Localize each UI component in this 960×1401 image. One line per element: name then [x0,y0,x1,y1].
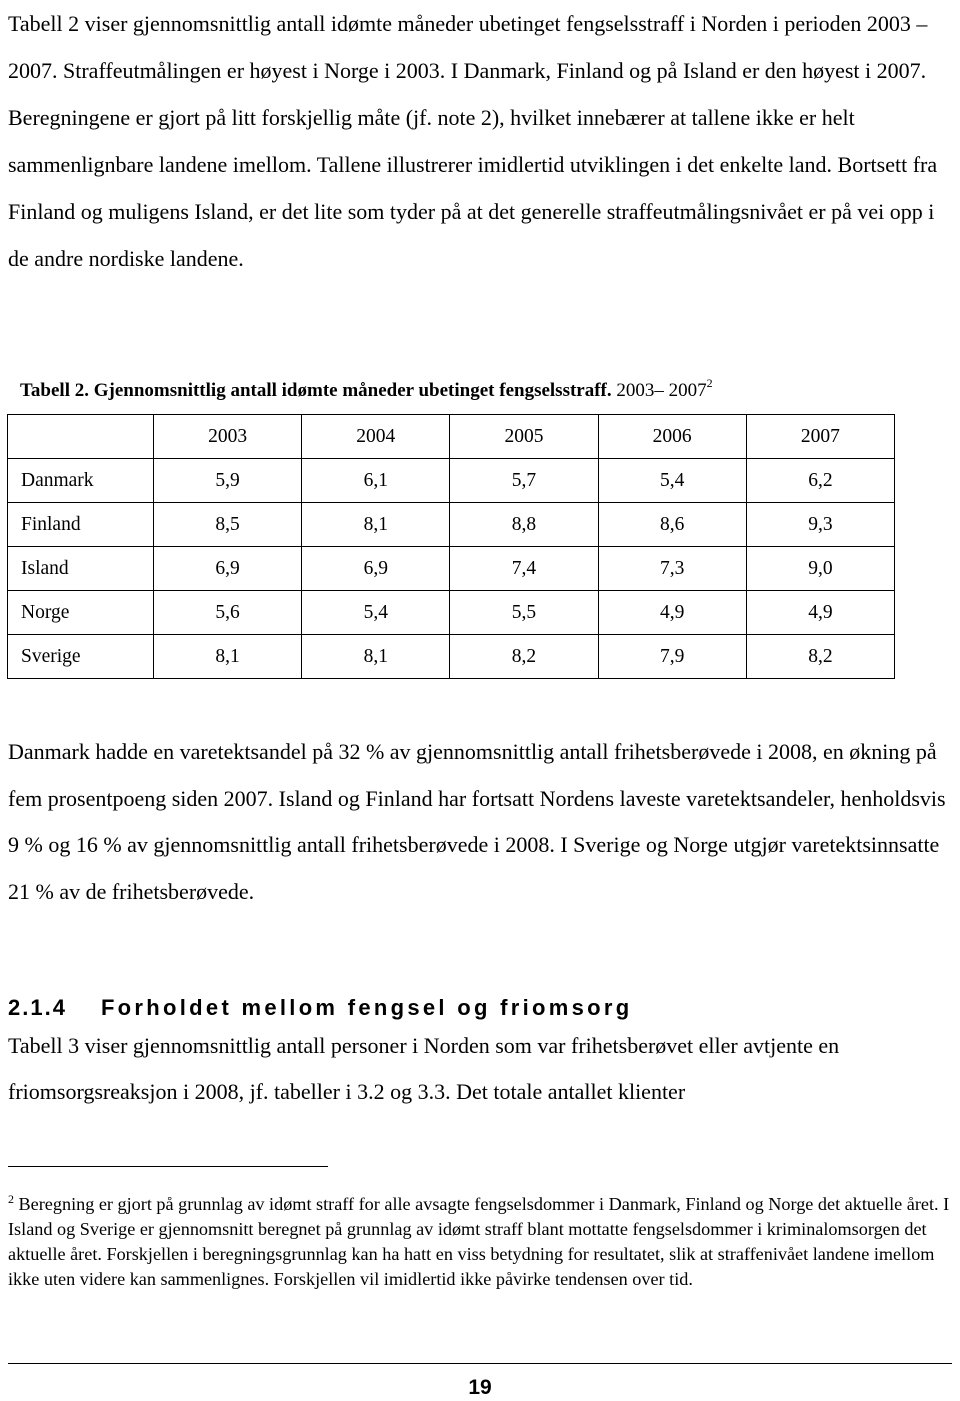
table-caption [20,376,713,402]
row-header-cell: Sverige [8,635,154,679]
page-bottom-rule [8,1363,952,1364]
table-cell: 8,5 [154,503,302,547]
table-cell: 9,3 [746,503,894,547]
column-header: 2005 [450,415,598,459]
table-row [8,591,895,635]
sentence-length-table [7,414,895,679]
table-cell: 5,6 [154,591,302,635]
table-row [8,635,895,679]
table-caption-label: Tabell 2. Gjennomsnittlig antall idømte måneder ubetinget fengselsstraff. [20,380,612,401]
footnote-marker: 2 [8,1192,14,1206]
footnote [8,1192,954,1292]
footnote-text: Beregning er gjort på grunnlag av idømt straff for alle avsagte fengselsdommer i Danmark, Finland og Norge det aktuelle året. I Island og Sverige er gjennomsnitt beregnet på grunnlag av idømt straff blant mottatte fengselsdommer i kriminalomsorgen det aktuelle året. Forskjellen i beregningsgrunnlag kan ha hatt en viss betydning for resultatet, slik at straffenivået landene imellom ikke uten videre kan sammenlignes. Forskjellen vil imidlertid ikke påvirke tendensen over tid. [8,1194,950,1289]
table-cell: 5,9 [154,459,302,503]
table-corner-cell [8,415,154,459]
table-cell: 7,4 [450,547,598,591]
table-cell: 9,0 [746,547,894,591]
column-header: 2007 [746,415,894,459]
row-header-cell: Island [8,547,154,591]
intro-paragraph: Tabell 2 viser gjennomsnittlig antall idømte måneder ubetinget fengselsstraff i Norden i perioden 2003 – 2007. Straffeutmålingen er høyest i Norge i 2003. I Danmark, Finland og på Island er den høyest i 2007. Beregningene er gjort på litt forskjellig måte (jf. note 2), hvilket innebærer at tallene ikke er helt sammenlignbare landene imellom. Tallene illustrerer imidlertid utviklingen i det enkelte land. Bortsett fra Finland og muligens Island, er det lite som tyder på at det generelle straffeutmålingsnivået er på vei opp i de andre nordiske landene. [8,11,938,271]
table-cell: 7,9 [598,635,746,679]
page-number: 19 [468,1376,492,1399]
table-caption-years: 2003– 2007 [616,380,707,401]
table-cell: 8,1 [302,635,450,679]
table-row [8,547,895,591]
table-cell: 8,2 [746,635,894,679]
table-cell: 6,9 [302,547,450,591]
section-heading [8,995,633,1021]
table-cell: 6,1 [302,459,450,503]
row-header-cell: Norge [8,591,154,635]
table-row [8,503,895,547]
table-cell: 6,9 [154,547,302,591]
table-cell: 8,6 [598,503,746,547]
table-cell: 5,4 [302,591,450,635]
table-row [8,459,895,503]
row-header-cell: Finland [8,503,154,547]
column-header: 2006 [598,415,746,459]
table-cell: 8,1 [154,635,302,679]
footnote-separator [8,1166,328,1167]
section-title: Forholdet mellom fengsel og friomsorg [100,995,633,1020]
table-cell: 8,8 [450,503,598,547]
table-cell: 8,2 [450,635,598,679]
table-cell: 6,2 [746,459,894,503]
row-header-cell: Danmark [8,459,154,503]
section-number: 2.1.4 [8,995,67,1020]
table-cell: 5,7 [450,459,598,503]
footnote-ref: 2 [706,376,713,390]
table-header-row [8,415,895,459]
table-cell: 4,9 [598,591,746,635]
column-header: 2004 [302,415,450,459]
section-paragraph: Tabell 3 viser gjennomsnittlig antall personer i Norden som var frihetsberøvet eller avtjente en friomsorgsreaksjon i 2008, jf. tabeller i 3.2 og 3.3. Det totale antallet klienter [8,1033,840,1104]
remand-paragraph: Danmark hadde en varetektsandel på 32 % av gjennomsnittlig antall frihetsberøvede i 2008, en økning på fem prosentpoeng siden 2007. Island og Finland har fortsatt Nordens laveste varetektsandeler, henholdsvis 9 % og 16 % av gjennomsnittlig antall frihetsberøvede i 2008. I Sverige og Norge utgjør varetektsinnsatte 21 % av de frihetsberøvede. [8,739,946,904]
table-cell: 8,1 [302,503,450,547]
column-header: 2003 [154,415,302,459]
table-cell: 5,5 [450,591,598,635]
table-cell: 5,4 [598,459,746,503]
table-cell: 4,9 [746,591,894,635]
table-cell: 7,3 [598,547,746,591]
